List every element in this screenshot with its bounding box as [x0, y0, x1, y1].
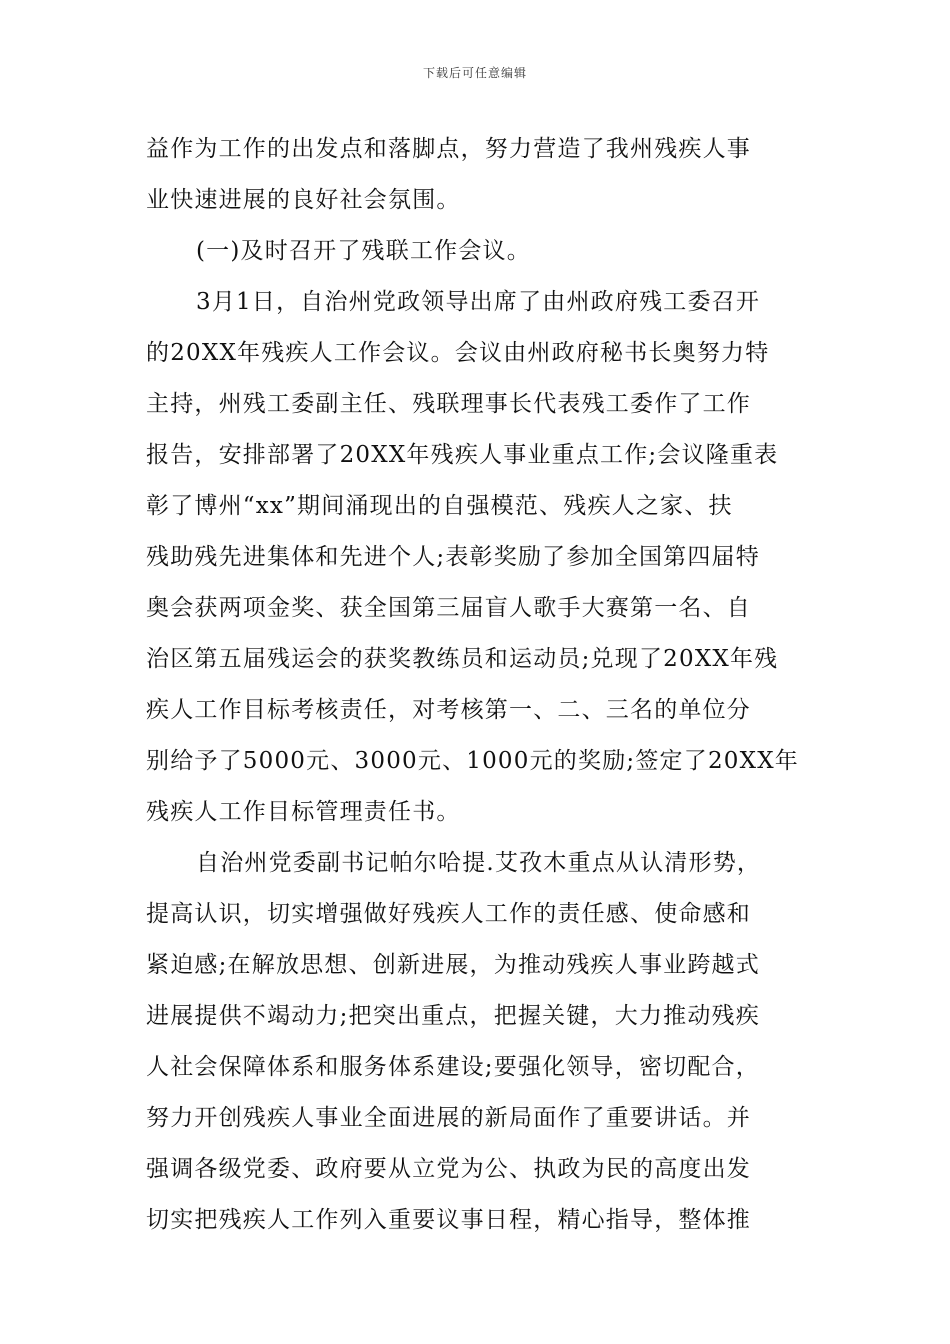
text-line: 人社会保障体系和服务体系建设;要强化领导，密切配合，	[146, 1054, 760, 1080]
text-line: 紧迫感;在解放思想、创新进展，为推动残疾人事业跨越式	[146, 952, 760, 978]
text-line: 疾人工作目标考核责任，对考核第一、二、三名的单位分	[146, 697, 751, 723]
text-line: 强调各级党委、政府要从立党为公、执政为民的高度出发	[146, 1156, 751, 1182]
paragraph-start: 3月1日，自治州党政领导出席了由州政府残工委召开	[196, 289, 761, 315]
text-line: 治区第五届残运会的获奖教练员和运动员;兑现了20XX年残	[146, 646, 779, 672]
text-line: 残疾人工作目标管理责任书。	[146, 799, 461, 825]
text-line: 的20XX年残疾人工作会议。会议由州政府秘书长奥努力特	[146, 340, 770, 366]
text-line: 业快速进展的良好社会氛围。	[146, 187, 461, 213]
text-line: 残助残先进集体和先进个人;表彰奖励了参加全国第四届特	[146, 544, 760, 570]
text-line: 切实把残疾人工作列入重要议事日程，精心指导，整体推	[146, 1207, 751, 1233]
text-line: 报告，安排部署了20XX年残疾人事业重点工作;会议隆重表	[146, 442, 779, 468]
text-line: 益作为工作的出发点和落脚点，努力营造了我州残疾人事	[146, 136, 751, 162]
document-body	[146, 124, 806, 1246]
paragraph-start: 自治州党委副书记帕尔哈提.艾孜木重点从认清形势，	[196, 850, 762, 876]
text-line: 主持，州残工委副主任、残联理事长代表残工委作了工作	[146, 391, 751, 417]
page-header-note: 下载后可任意编辑	[422, 66, 527, 80]
text-line: 彰了博州“xx”期间涌现出的自强模范、残疾人之家、扶	[146, 493, 733, 519]
text-line: 提高认识，切实增强做好残疾人工作的责任感、使命感和	[146, 901, 751, 927]
text-line: 奥会获两项金奖、获全国第三届盲人歌手大赛第一名、自	[146, 595, 751, 621]
section-heading: (一)及时召开了残联工作会议。	[196, 238, 531, 264]
text-line: 努力开创残疾人事业全面进展的新局面作了重要讲话。并	[146, 1105, 751, 1131]
text-line: 别给予了5000元、3000元、1000元的奖励;签定了20XX年	[146, 748, 799, 774]
text-line: 进展提供不竭动力;把突出重点，把握关键，大力推动残疾	[146, 1003, 760, 1029]
